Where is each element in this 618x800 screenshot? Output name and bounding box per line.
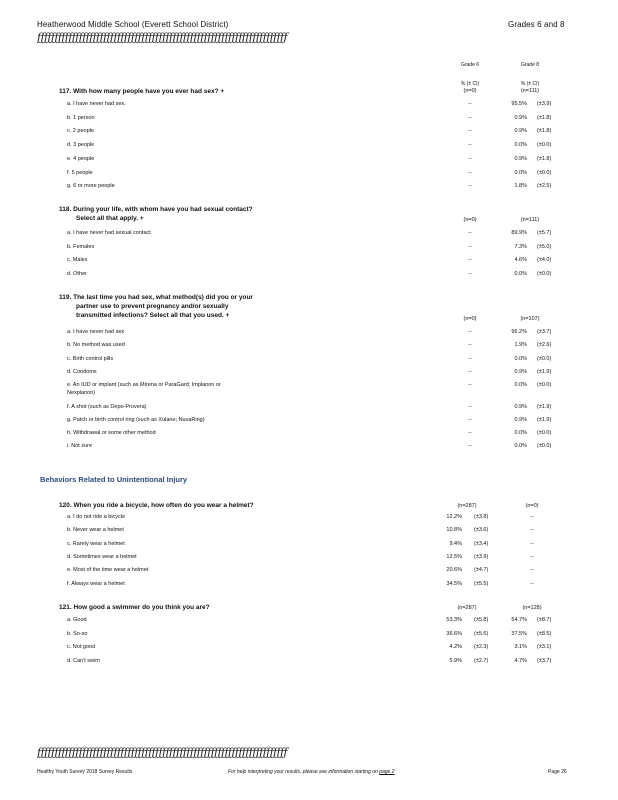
grade8-percent: 0.0% <box>514 142 527 149</box>
grade6-ci: (±3.9) <box>474 553 489 560</box>
grade6-col-label: Grade 6 <box>460 62 480 68</box>
n-grade6: (n=0) <box>463 316 477 322</box>
answer-option-label: c. 2 people <box>67 128 94 135</box>
answer-option-label: d. 3 people <box>67 142 95 149</box>
answer-option-label: e. An IUD or implant (such as Mirena or ParaGard; Implanon or <box>67 382 221 389</box>
grade6-percent: 20.6% <box>446 567 462 574</box>
answer-option-label: e. 4 people <box>67 155 95 162</box>
answer-option-label: i. Not sure <box>67 443 93 450</box>
grade6-value: -- <box>468 368 472 375</box>
answer-option-label: a. I do not ride a bicycle <box>67 514 126 520</box>
answer-option-label: g. Patch or birth control ring (such as Xulane; NuvaRing) <box>67 416 205 423</box>
n-grade8: (n=111) <box>520 88 540 94</box>
answer-option-label: h. Withdrawal or some other method <box>67 430 156 437</box>
grade8-value: -- <box>530 567 534 574</box>
grade6-ci: (±5.8) <box>474 617 489 623</box>
page-2-link[interactable]: page 2 <box>379 769 395 775</box>
grade8-percent: 0.9% <box>514 416 527 423</box>
bottom-divider: ƒƒƒƒƒƒƒƒƒƒƒƒƒƒƒƒƒƒƒƒƒƒƒƒƒƒƒƒƒƒƒƒƒƒƒƒƒƒƒƒƒƒƒƒƒƒƒƒƒƒƒƒƒƒƒƒƒƒƒƒƒƒƒƒƒƒƒƒƒƒƒƒ <box>37 746 287 759</box>
answer-option-label: b. Females <box>67 243 95 250</box>
top-divider: ƒƒƒƒƒƒƒƒƒƒƒƒƒƒƒƒƒƒƒƒƒƒƒƒƒƒƒƒƒƒƒƒƒƒƒƒƒƒƒƒƒƒƒƒƒƒƒƒƒƒƒƒƒƒƒƒƒƒƒƒƒƒƒƒƒƒƒƒƒƒƒƒ <box>37 31 287 44</box>
answer-option-label: e. Most of the time wear a helmet <box>67 567 149 574</box>
grade8-col-label: Grade 8 <box>520 62 540 68</box>
grade6-percent: 10.8% <box>446 527 462 534</box>
question-120: 120. When you ride a bicycle, how often do you wear a helmet? <box>59 502 254 509</box>
grade8-percent: 0.9% <box>514 403 527 410</box>
grade8-percent: 0.0% <box>514 270 527 277</box>
grade6-value: -- <box>468 142 472 149</box>
grade6-percent: 34.5% <box>446 580 462 587</box>
grade6-value: -- <box>468 355 472 362</box>
grade8-percent: 4.7% <box>514 658 527 665</box>
grade8-ci: (±3.7) <box>537 658 552 665</box>
grade6-ci: (±3.4) <box>474 540 489 547</box>
grade6-value: -- <box>468 329 472 335</box>
grade8-value: -- <box>530 580 534 587</box>
grade6-value: -- <box>468 128 472 135</box>
grade8-ci: (±3.7) <box>537 329 552 335</box>
answer-option-label: c. Males <box>67 257 88 263</box>
grade6-value: -- <box>468 342 472 349</box>
grade6-percent: 12.5% <box>446 553 462 560</box>
grade8-ci: (±1.8) <box>537 155 552 162</box>
grade6-value: -- <box>468 270 472 277</box>
grade8-ci: (±1.9) <box>537 368 552 375</box>
grade8-ci: (±1.8) <box>537 114 552 121</box>
answer-option-label-cont: Nexplanon) <box>67 390 96 397</box>
grade8-ci: (±0.0) <box>537 169 552 176</box>
grade6-percent: 53.3% <box>446 617 462 623</box>
grade6-ci: (±2.7) <box>474 658 489 665</box>
grade6-value: -- <box>468 430 472 437</box>
grade8-percent: 0.0% <box>514 382 527 389</box>
answer-option-label: d. Can't swim <box>67 658 100 665</box>
grade6-value: -- <box>468 243 472 250</box>
question-119: 119. The last time you had sex, what method(s) did you or your partner use to prevent pregnancy and/or sexually transmitted infections? Select all that you used. + <box>59 294 253 319</box>
answer-option-label: b. 1 person <box>67 114 95 121</box>
question-118: 118. During your life, with whom have you had sexual contact? Select all that apply. + <box>59 206 253 222</box>
grade6-percent: 36.6% <box>446 630 462 637</box>
grade6-ci: (±5.6) <box>474 630 489 637</box>
grade8-ci: (±3.1) <box>537 644 552 651</box>
page-number: Page 26 <box>548 769 567 775</box>
grade8-ci: (±2.5) <box>537 183 552 190</box>
answer-option-label: b. So-so <box>67 630 88 637</box>
grade8-percent: 1.8% <box>514 183 527 190</box>
grade8-value: -- <box>530 540 534 547</box>
grade6-ci: (±4.7) <box>474 567 489 574</box>
n-grade6: (n=0) <box>463 88 477 94</box>
grade6-value: -- <box>468 443 472 450</box>
grade6-ci: (±2.3) <box>474 644 489 651</box>
question-117: 117. With how many people have you ever had sex? + <box>59 88 225 95</box>
answer-option-label: a. I have never had sex. <box>67 101 126 107</box>
section-heading: Behaviors Related to Unintentional Injury <box>40 475 188 484</box>
grade8-ci: (±0.0) <box>537 355 552 362</box>
grades-label: Grades 6 and 8 <box>508 20 565 29</box>
grade8-ci: (±0.0) <box>537 270 552 277</box>
grade8-ci: (±8.7) <box>537 617 552 623</box>
grade8-percent: 54.7% <box>511 617 527 623</box>
answer-option-label: g. 6 or more people <box>67 183 115 190</box>
n-grade8: (n=107) <box>520 316 540 322</box>
grade6-percent: 12.2% <box>446 514 462 520</box>
grade6-ci: (±3.8) <box>474 514 489 520</box>
grade8-ci: (±0.0) <box>537 142 552 149</box>
grade8-percent: 95.5% <box>511 101 527 107</box>
footer-help-text: For help interpreting your results, please see information starting on page 2 <box>228 769 395 775</box>
answer-option-label: d. Sometimes wear a helmet <box>67 553 137 560</box>
answer-option-label: a. I have never had sex <box>67 329 125 335</box>
grade8-value: -- <box>530 553 534 560</box>
grade6-value: -- <box>468 101 472 107</box>
grade6-value: -- <box>468 114 472 121</box>
n-grade6: (n=0) <box>463 217 477 223</box>
grade8-ci: (±5.7) <box>537 230 552 236</box>
grade6-value: -- <box>468 416 472 423</box>
grade8-ci: (±4.0) <box>537 257 552 263</box>
grade8-percent: 96.2% <box>511 329 527 335</box>
answer-option-label: f. Always wear a helmet <box>67 580 125 587</box>
grade6-ci-label: % (± CI) <box>460 81 480 87</box>
answer-option-label: c. Not good <box>67 644 96 651</box>
grade8-value: -- <box>530 527 534 534</box>
grade8-ci: (±0.0) <box>537 382 552 389</box>
grade8-percent: 0.9% <box>514 368 527 375</box>
grade8-percent: 3.1% <box>514 644 527 651</box>
grade8-percent: 0.0% <box>514 430 527 437</box>
grade6-percent: 5.9% <box>449 658 462 665</box>
grade8-value: -- <box>530 514 534 520</box>
answer-option-label: b. Never wear a helmet <box>67 527 124 534</box>
answer-option-label: c. Birth control pills <box>67 355 114 362</box>
grade8-percent: 89.9% <box>511 230 527 236</box>
school-title: Heatherwood Middle School (Everett School District) <box>37 20 229 29</box>
grade6-ci: (±5.5) <box>474 580 489 587</box>
grade6-value: -- <box>468 155 472 162</box>
answer-option-label: a. Good <box>67 617 87 623</box>
grade8-ci-label: % (± CI) <box>520 81 540 87</box>
grade8-percent: 0.0% <box>514 443 527 450</box>
grade8-ci: (±3.9) <box>537 101 552 107</box>
grade6-ci: (±3.6) <box>474 527 489 534</box>
n-grade6: (n=287) <box>457 503 477 509</box>
grade8-percent: 0.9% <box>514 155 527 162</box>
grade6-value: -- <box>468 230 472 236</box>
answer-option-label: a. I have never had sexual contact <box>67 230 151 236</box>
grade8-ci: (±5.0) <box>537 243 552 250</box>
grade8-percent: 37.5% <box>511 630 527 637</box>
grade8-ci: (±0.0) <box>537 430 552 437</box>
n-grade8: (n=0) <box>525 503 539 509</box>
answer-option-label: c. Rarely wear a helmet <box>67 540 125 547</box>
answer-option-label: d. Other <box>67 270 87 277</box>
grade8-percent: 0.9% <box>514 128 527 135</box>
grade6-value: -- <box>468 169 472 176</box>
grade8-percent: 7.3% <box>514 243 527 250</box>
answer-option-label: d. Condoms <box>67 368 97 375</box>
grade8-ci: (±2.6) <box>537 342 552 349</box>
grade6-value: -- <box>468 183 472 190</box>
grade8-percent: 0.0% <box>514 355 527 362</box>
grade8-ci: (±1.9) <box>537 416 552 423</box>
answer-option-label: f. 5 people <box>67 169 93 176</box>
grade8-percent: 0.0% <box>514 169 527 176</box>
grade6-percent: 4.2% <box>449 644 462 651</box>
footer-survey-title: Healthy Youth Survey 2018 Survey Results <box>37 769 133 775</box>
grade8-ci: (±1.9) <box>537 403 552 410</box>
grade8-ci: (±1.8) <box>537 128 552 135</box>
answer-option-label: b. No method was used <box>67 342 125 349</box>
question-121: 121. How good a swimmer do you think you are? <box>59 604 210 611</box>
n-grade8: (n=128) <box>522 605 542 611</box>
grade8-ci: (±0.0) <box>537 443 552 450</box>
grade8-ci: (±8.5) <box>537 630 552 637</box>
grade8-percent: 1.9% <box>514 342 527 349</box>
n-grade8: (n=111) <box>520 217 540 223</box>
grade6-value: -- <box>468 382 472 389</box>
n-grade6: (n=287) <box>457 605 477 611</box>
grade6-percent: 9.4% <box>449 540 462 547</box>
grade6-value: -- <box>468 403 472 410</box>
grade6-value: -- <box>468 257 472 263</box>
grade8-percent: 4.6% <box>514 257 527 263</box>
answer-option-label: f. A shot (such as Depo-Provera) <box>67 403 147 410</box>
grade8-percent: 0.9% <box>514 114 527 121</box>
